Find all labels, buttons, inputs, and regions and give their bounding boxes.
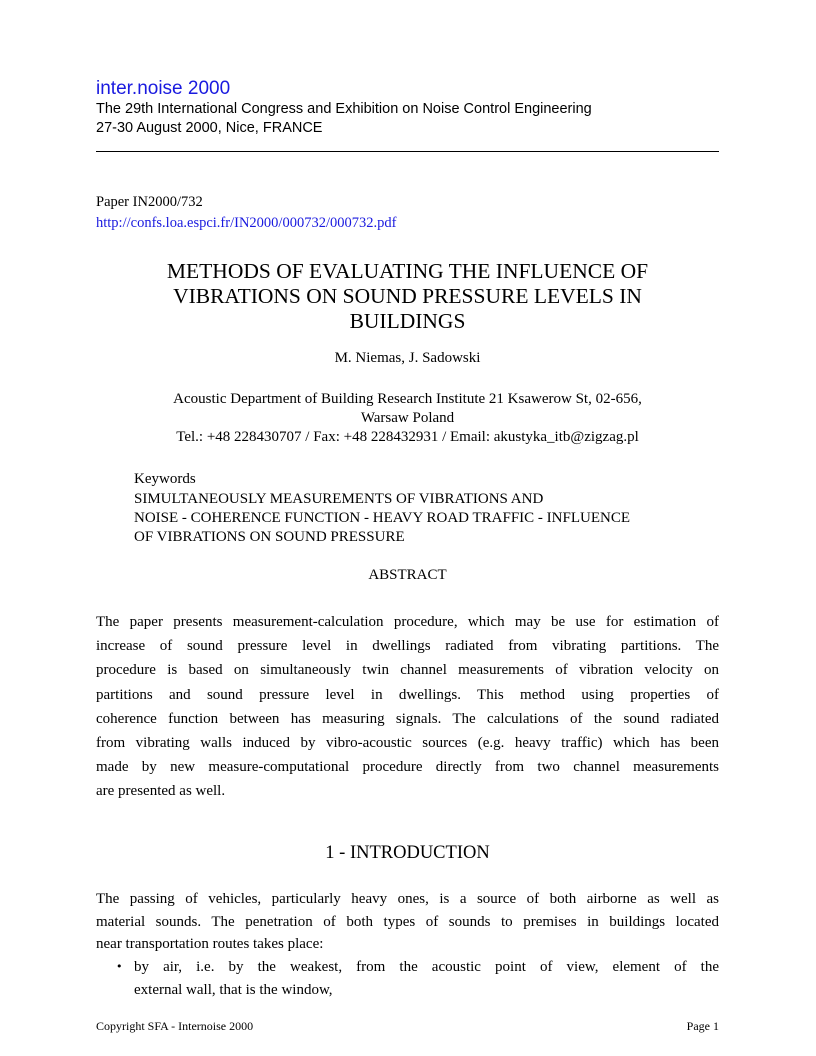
bullet-icon: • <box>116 960 123 973</box>
introduction-line: material sounds. The penetration of both types of sounds to premises in buildings located <box>96 913 719 930</box>
abstract-line: coherence function between has measuring signals. The calculations of the sound radiated <box>96 710 719 727</box>
abstract-line: made by new measure-computational procedure directly from two channel measurements <box>96 759 719 776</box>
introduction-line: The passing of vehicles, particularly heavy ones, is a source of both airborne as well as <box>96 891 719 907</box>
abstract-line: increase of sound pressure level in dwellings radiated from vibrating partitions. The <box>96 638 719 655</box>
bullet-text <box>134 956 719 1001</box>
abstract-line: partitions and sound pressure level in dwellings. This method using properties of <box>96 686 719 703</box>
title-line: VIBRATIONS ON SOUND PRESSURE LEVELS IN <box>173 284 642 308</box>
title-line: BUILDINGS <box>349 309 466 333</box>
affiliation <box>96 390 719 447</box>
authors: M. Niemas, J. Sadowski <box>334 350 481 366</box>
keywords-line: OF VIBRATIONS ON SOUND PRESSURE <box>134 529 405 545</box>
abstract-line: from vibrating walls induced by vibro-acoustic sources (e.g. heavy traffic) which has been <box>96 735 719 752</box>
keywords-line: NOISE - COHERENCE FUNCTION - HEAVY ROAD TRAFFIC - INFLUENCE <box>134 510 630 526</box>
abstract-heading: ABSTRACT <box>368 567 447 583</box>
introduction-body <box>96 888 719 956</box>
conference-name: inter.noise 2000 <box>96 78 231 99</box>
congress-name: The 29th International Congress and Exhibition on Noise Control Engineering <box>96 101 592 117</box>
abstract-line: The paper presents measurement-calculation procedure, which may be use for estimation of <box>96 614 719 630</box>
affiliation-line: Warsaw Poland <box>360 410 455 426</box>
bullet-line: by air, i.e. by the weakest, from the acoustic point of view, element of the <box>134 959 719 975</box>
abstract-body <box>96 610 719 804</box>
keywords-text <box>134 490 719 547</box>
bullet-line: external wall, that is the window, <box>134 981 333 998</box>
paper-id: Paper IN2000/732 <box>96 194 203 210</box>
introduction-line: near transportation routes takes place: <box>96 936 324 952</box>
title-line: METHODS OF EVALUATING THE INFLUENCE OF <box>166 259 649 283</box>
conference-dates-place: 27-30 August 2000, Nice, FRANCE <box>96 120 323 136</box>
footer-copyright: Copyright SFA - Internoise 2000 <box>96 1019 254 1033</box>
keywords-line: SIMULTANEOUSLY MEASUREMENTS OF VIBRATIONS AND <box>134 491 544 507</box>
abstract-line: are presented as well. <box>96 783 226 800</box>
affiliation-line: Acoustic Department of Building Research Institute 21 Ksawerow St, 02-656, <box>173 391 642 407</box>
paper-url-link[interactable]: http://confs.loa.espci.fr/IN2000/000732/000732.pdf <box>96 215 397 231</box>
bullet-item <box>116 956 719 1001</box>
abstract-line: procedure is based on simultaneously twin channel measurements of vibration velocity on <box>96 662 719 679</box>
paper-title <box>96 259 719 334</box>
header-rule <box>96 151 719 152</box>
keywords-heading: Keywords <box>134 471 196 487</box>
footer-page-number: Page 1 <box>686 1019 719 1033</box>
contact-line: Tel.: +48 228430707 / Fax: +48 228432931 / Email: akustyka_itb@zigzag.pl <box>176 429 639 445</box>
introduction-heading: 1 - INTRODUCTION <box>325 843 490 863</box>
